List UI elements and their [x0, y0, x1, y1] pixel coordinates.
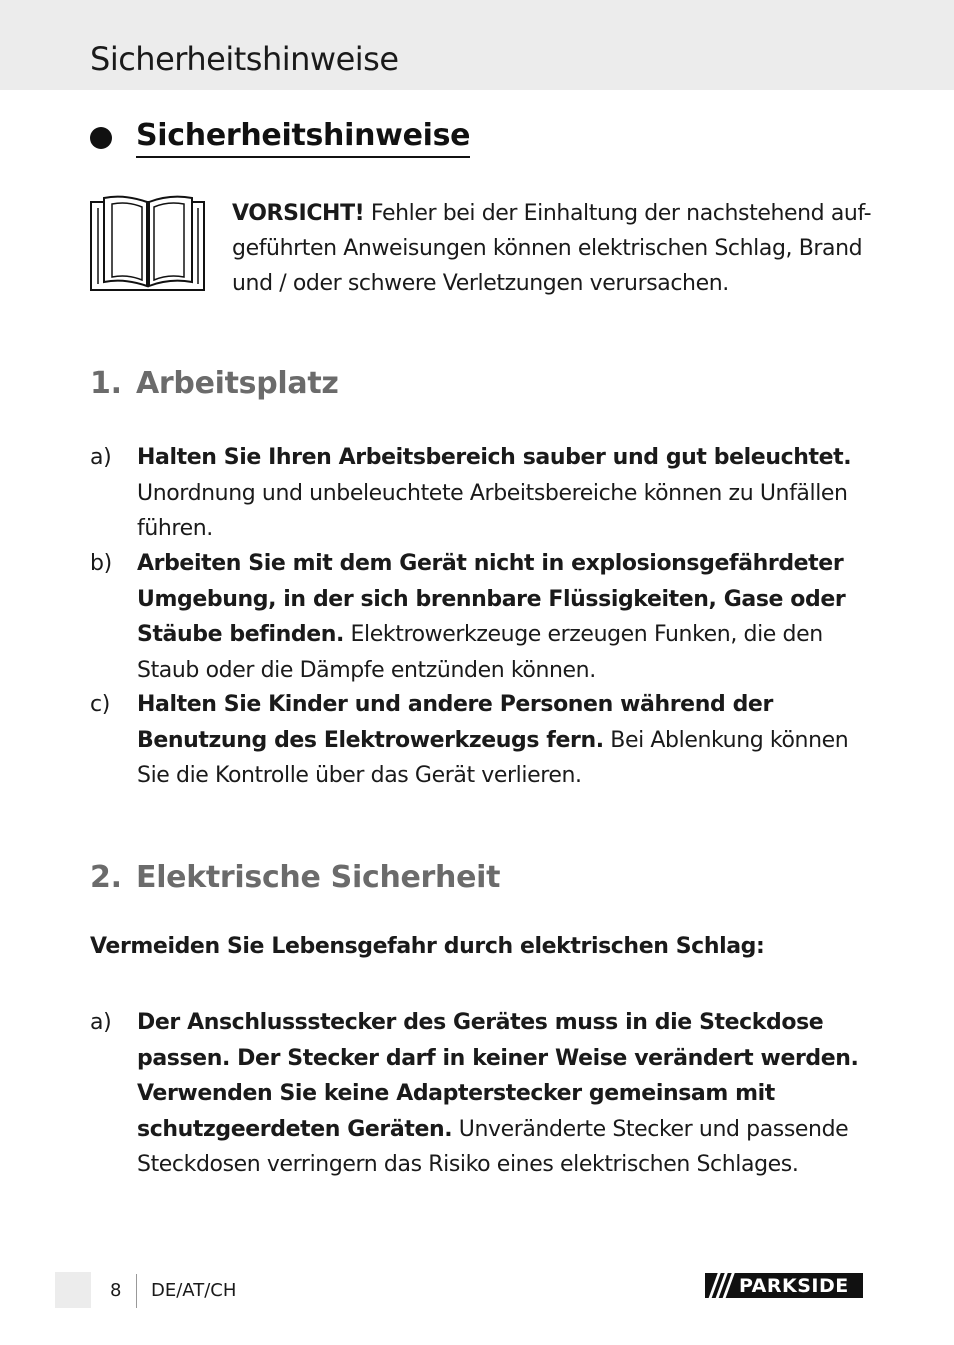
item-label: a)	[90, 1010, 112, 1035]
item-bold-text: Arbeiten Sie mit dem Gerät nicht in explosionsgefährdeter Umgebung, in der sich brennbare Flüssigkeiten, Gase oder Stäube befinden.	[137, 551, 846, 647]
item-text: Elektrowerkzeuge erzeugen Funken, die den Staub oder die Dämpfe entzünden können.	[137, 622, 823, 683]
section-1-item-a	[90, 440, 870, 547]
section-2-item-a	[90, 1005, 870, 1183]
caution-line-3: und / oder schwere Verletzungen verursachen.	[232, 271, 729, 296]
item-text: Bei Ablenkung können Sie die Kontrolle über das Gerät verlieren.	[137, 727, 849, 788]
section-1-number: 1.	[90, 366, 122, 401]
caution-line-1: VORSICHT! Fehler bei der Einhaltung der nachstehend auf-	[232, 201, 872, 226]
item-label: a)	[90, 445, 112, 470]
section-2-heading	[90, 860, 500, 895]
item-bold-text: Der Anschlussstecker des Gerätes muss in die Steckdose passen. Der Stecker darf in keiner Weise verändert werden. Verwenden Sie keine Adapterstecker gemeinsam mit schutzgeerdeten Geräten.	[137, 1010, 859, 1142]
page-header-title: Sicherheitshinweise	[90, 40, 399, 78]
item-bold-text: Halten Sie Kinder und andere Personen während der Benutzung des Elektrowerkzeugs fern.	[137, 692, 773, 753]
item-label: b)	[90, 551, 112, 576]
book-icon	[90, 194, 206, 292]
item-bold-text: Halten Sie Ihren Arbeitsbereich sauber und gut beleuchtet.	[137, 445, 852, 470]
section-1-item-c	[90, 687, 870, 794]
section-2-lead: Vermeiden Sie Lebensgefahr durch elektrischen Schlag:	[90, 934, 765, 959]
footer-box	[55, 1272, 91, 1308]
region-label: DE/AT/CH	[151, 1280, 237, 1301]
main-heading-text: Sicherheitshinweise	[136, 118, 470, 158]
brand-stripes-icon	[705, 1273, 739, 1298]
main-heading	[90, 118, 470, 158]
section-1-heading	[90, 366, 339, 401]
section-1-title: Arbeitsplatz	[136, 366, 339, 401]
caution-notice	[232, 196, 872, 301]
brand-name: PARKSIDE	[739, 1274, 849, 1297]
brand-logo	[705, 1273, 863, 1298]
caution-line-2: geführten Anweisungen können elektrischen Schlag, Brand	[232, 236, 863, 261]
section-2-number: 2.	[90, 860, 122, 895]
section-2-title: Elektrische Sicherheit	[136, 860, 501, 895]
page-number: 8	[110, 1280, 122, 1301]
caution-label: VORSICHT!	[232, 201, 365, 226]
footer-divider	[136, 1274, 137, 1308]
item-label: c)	[90, 692, 110, 717]
section-1-item-b	[90, 546, 870, 688]
bullet-icon	[90, 127, 112, 149]
item-text: Unveränderte Stecker und passende Steckdosen verringern das Risiko eines elektrischen Schlages.	[137, 1116, 849, 1177]
item-text: Unordnung und unbeleuchtete Arbeitsbereiche können zu Unfällen führen.	[137, 480, 848, 541]
